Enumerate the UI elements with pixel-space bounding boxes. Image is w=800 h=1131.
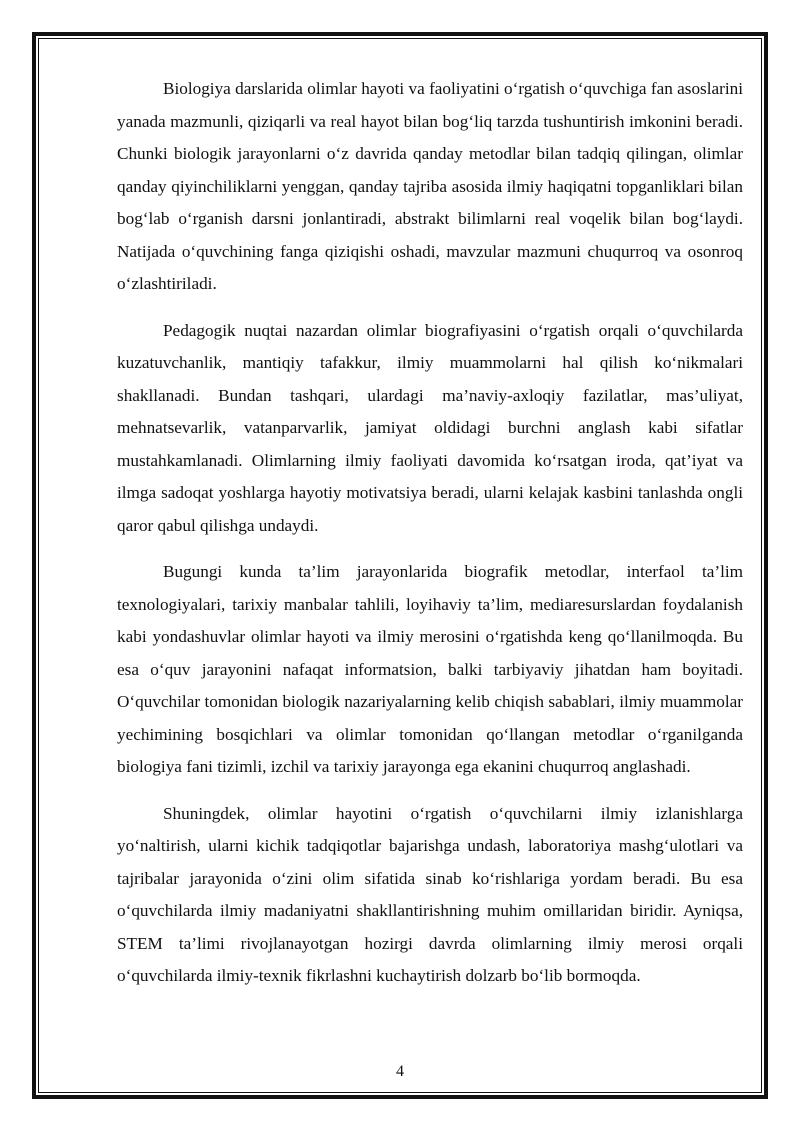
paragraph: Pedagogik nuqtai nazardan olimlar biografiyasini o‘rgatish orqali o‘quvchilarda kuzatuvchanlik, mantiqiy tafakkur, ilmiy muammolarni hal qilish ko‘nikmalari shakllanadi. Bundan tashqari, ulardagi ma’naviy-axloqiy fazilatlar, mas’uliyat, mehnatsevarlik, vatanparvarlik, jamiyat oldidagi burchni anglash kabi sifatlar mustahkamlanadi. Olimlarning ilmiy faoliyati davomida ko‘rsatgan iroda, qat’iyat va ilmga sadoqat yoshlarga hayotiy motivatsiya beradi, ularni kelajak kasbini tanlashda ongli qaror qabul qilishga undaydi. bbox=[117, 320, 743, 535]
page-number: 4 bbox=[396, 1063, 404, 1080]
document-body bbox=[117, 73, 743, 1007]
paragraph: Biologiya darslarida olimlar hayoti va faoliyatini o‘rgatish o‘quvchiga fan asoslarini yanada mazmunli, qiziqarli va real hayot bilan bog‘liq tarzda tushuntirish imkonini beradi. Chunki biologik jarayonlarni o‘z davrida qanday metodlar bilan tadqiq qilingan, olimlar qanday qiyinchiliklarni yenggan, qanday tajriba asosida ilmiy haqiqatni topganliklari bilan bog‘lab o‘rganish darsni jonlantiradi, abstrakt bilimlarni real voqelik bilan bog‘laydi. Natijada o‘quvchining fanga qiziqishi oshadi, mavzular mazmuni chuqurroq va osonroq o‘zlashtiriladi. bbox=[117, 79, 743, 293]
paragraph: Shuningdek, olimlar hayotini o‘rgatish o‘quvchilarni ilmiy izlanishlarga yo‘naltirish, ularni kichik tadqiqotlar bajarishga undash, laboratoriya mashg‘ulotlari va tajribalar jarayonida o‘zini olim sifatida sinab ko‘rishlariga yordam beradi. Bu esa o‘quvchilarda ilmiy madaniyatni shakllantirishning muhim omillaridan biridir. Ayniqsa, STEM ta’limi rivojlanayotgan hozirgi davrda olimlarning ilmiy merosi orqali o‘quvchilarda ilmiy-texnik fikrlashni kuchaytirish dolzarb bo‘lib bormoqda. bbox=[117, 803, 743, 985]
paragraph: Bugungi kunda ta’lim jarayonlarida biografik metodlar, interfaol ta’lim texnologiyalari, tarixiy manbalar tahlili, loyihaviy ta’lim, mediaresurslardan foydalanish kabi yondashuvlar olimlar hayoti va ilmiy merosini o‘rgatishda keng qo‘llanilmoqda. Bu esa o‘quv jarayonini nafaqat informatsion, balki tarbiyaviy jihatdan ham boyitadi. O‘quvchilar tomonidan biologik nazariyalarning kelib chiqish sabablari, ilmiy muammolar yechimining bosqichlari va olimlar tomonidan qo‘llangan metodlar o‘rganilganda biologiya fani tizimli, izchil va tarixiy jarayonga ega ekanini chuqurroq anglashadi. bbox=[117, 562, 743, 776]
